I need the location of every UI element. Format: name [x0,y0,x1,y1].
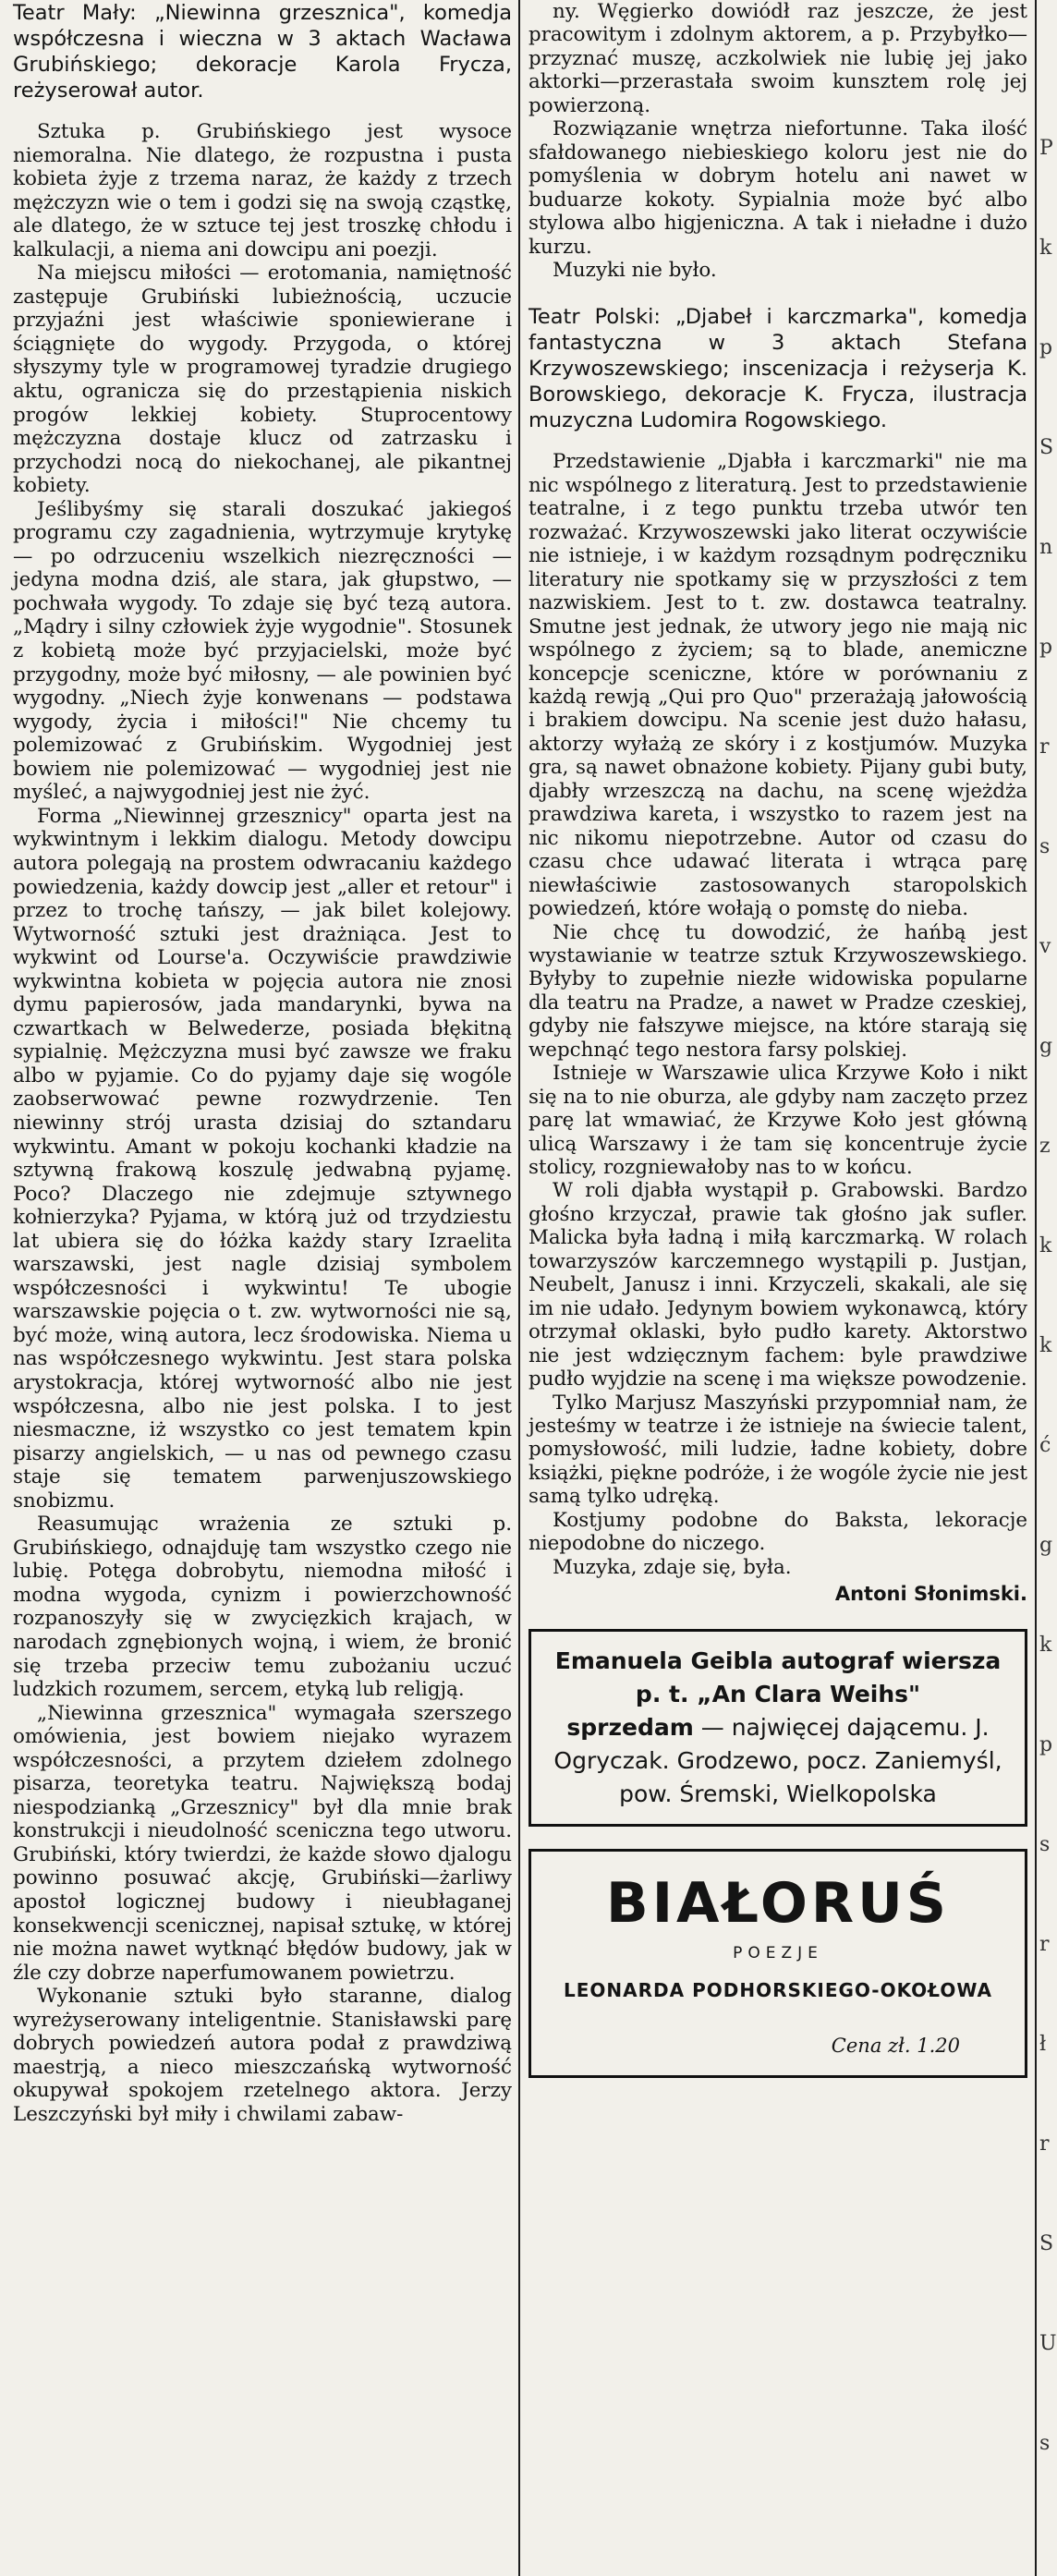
clipped-letter: p [1039,1733,1053,1756]
clipped-letter: p [1039,336,1053,359]
clipped-letter: p [1039,636,1053,659]
clipped-letter: r [1039,2132,1050,2156]
author-signature: Antoni Słonimski. [834,1583,1027,1606]
book-price: Cena zł. 1.20 [831,2035,960,2058]
left-column [13,0,512,2126]
clipped-letter: k [1039,1234,1052,1258]
clipped-letter: k [1039,1334,1052,1357]
paragraph: Na miejscu miłości — erotomania, namiętność zastępuje Grubiński lubieżnością, uczucie przyjaźni jest właściwie sponiewierane i ściągnięte do wygody. Przygoda, o której słyszymy tyle w programowej tyradzie drugiego aktu, ogranicza się do przestąpienia niskich progów lekkiej kobiety. Stuprocentowy mężczyzna dostaje klucz od zatrzasku i przychodzi nocą do niekochanej, ale pikantnej kobiety. [13,261,512,498]
review-header-teatr-polski: Teatr Polski: „Djabeł i karczmarka", komedja fantastyczna w 3 aktach Stefana Krzywoszewskiego; inscenizacja i reżyserja K. Borowskiego, dekoracje K. Frycza, ilustracja muzyczna Ludomira Rogowskiego. [528,305,1027,433]
clipped-letter: s [1039,1833,1051,1856]
book-subtitle: POEZJE [733,1944,823,1963]
paragraph: Forma „Niewinnej grzesznicy" oparta jest na wykwintnym i lekkim dialogu. Metody dowcipu autora polegają na prostem odwracaniu każdego powiedzenia, każdy dowcip jest „aller et retour" i przez to trochę tańszy, — jak bilet kolejowy. Wytworność sztuki jest drażniąca. Jest to wykwint od Lourse'a. Oczywiście prawdziwie wykwintna kobieta w pojęcia autora nie znosi dymu papierosów, jada mandarynki, bywa na czwartkach w Belwederze, posiada błękitną sypialnię. Mężczyzna musi być zawsze we fraku albo w pyjamie. Co do pyjamy daje się wogóle zaobserwować pewne rozwydrzenie. Ten niewinny strój urasta dzisiaj do sztandaru wykwintu. Amant w pokoju kochanki kładzie na sztywną frakową koszulę jedwabną pyjamę. Poco? Dlaczego nie zdejmuje sztywnego kołnierzyka? Pyjama, w którą już od trzydziestu lat ubiera się do łóżka każdy stary Izraelita warszawski, jest nagle dzisiaj symbolem współczesności i wykwintu! Te ubogie warszawskie pojęcia o t. zw. wytworności nie są, być może, winą autora, lecz środowiska. Niema u nas współczesnego wykwintu. Jest stara polska arystokracja, której wytworność albo nie jest współczesna, albo nie jest polska. I to jest niesmaczne, iż wszystko co jest tematem kpin pisarzy angielskich, — u nas od pewnego czasu staje się tematem parwenjuszowskiego snobizmu. [13,804,512,1513]
clipped-letter: k [1039,237,1052,260]
paragraph: Nie chcę tu dowodzić, że hańbą jest wystawianie w teatrze sztuk Krzywoszewskiego. Byłyby to zupełnie niezłe widowiska popularne dla teatru na Pradze, a nawet w Pradze czeskiej, gdyby nie fałszywe miejsce, na które starają się wepchnąć tego nestora farsy polskiej. [528,920,1027,1062]
paragraph: Istnieje w Warszawie ulica Krzywe Koło i nikt się na to nie oburza, ale gdyby nam zaczęto przez parę lat wmawiać, że Krzywe Koło jest główną ulicą Warszawy i że tam się koncentruje życie stolicy, rozgniewałoby nas to w końcu. [528,1062,1027,1180]
book-title: BIAŁORUŚ [605,1871,951,1937]
ad-line: Emanuela Geibla autograf wiersza p. t. „An Clara Weihs" [554,1647,1002,1708]
review-header-teatr-maly: Teatr Mały: „Niewinna grzesznica", komedja współczesna i wieczna w 3 aktach Wacława Grubińskiego; dekoracje Karola Frycza, reżyserował autor. [13,1,512,103]
clipped-letter: v [1039,935,1051,958]
clipped-letter: P [1039,137,1053,160]
clipped-letter: S [1039,436,1054,459]
classified-ad-autograph [528,1629,1027,1827]
paragraph: Jeślibyśmy się starali doszukać jakiegoś programu czy zagadnienia, wytrzymuje krytykę — po odrzuceniu wszelkich niezręczności — jedyna modna dziś, ale stara, jak głupstwo, — pochwała wygody. To zdaje się być tezą autora. „Mądry i silny człowiek żyje wygodnie". Stosunek z kobietą może być przyjacielski, może być przygodny, może być miłosny, — ale powinien być wygodny. „Niech żyje konwenans — podstawa wygody, życia i miłości!" Nie chcemy tu polemizować z Grubińskim. Wygodniej jest bowiem nie polemizować — wygodniej jest nie myśleć, a najwygodniej jest nie żyć. [13,497,512,805]
paragraph: Przedstawienie „Djabła i karczmarki" nie ma nic wspólnego z literaturą. Jest to przedstawienie teatralne, i z tego punktu trzeba utwór ten rozważać. Krzywoszewski jako literat oczywiście nie istnieje, i w każdym rozsądnym podręczniku literatury nie spotkamy się w przyszłości z tem nazwiskiem. Jest to t. zw. dostawca teatralny. Smutne jest jednak, że utwory jego nie mają nic wspólnego z życiem; są to blade, anemiczne koncepcje sceniczne, które w porównaniu z każdą rewją „Qui pro Quo" przerażają jałowością i brakiem dowcipu. Na scenie jest dużo hałasu, aktorzy wyłażą ze skóry i z kostjumów. Muzyka gra, są nawet obnażone kobiety. Pijany gubi buty, djabły wrzeszczą na dachu, na scenę wjeżdża prawdziwa kareta, i wszystko to razem jest na nic nikomu niepotrzebne. Autor od czasu do czasu chce udawać literata i wtrąca parę niewłaściwie zastosowanych staropolskich powiedzeń, które wołają o pomstę do nieba. [528,450,1027,921]
paragraph: Reasumując wrażenia ze sztuki p. Grubińskiego, odnajduję tam wszystko czego nie lubię. Potęga dobrobytu, niemodna miłość i modna wygoda, cynizm i powierzchowność rozpanoszyły się w zwycięzkich krajach, w narodach zgnębionych wojną, i wiem, że bronić się trzeba przeciw temu zubożaniu uczuć ludzkich rozumem, sercem, etyką lub religją. [13,1513,512,1702]
next-column-edge [1039,0,1057,2576]
column-rule [1035,0,1037,2576]
clipped-letter: r [1039,1933,1050,1956]
clipped-letter: r [1039,735,1050,759]
paragraph: Wykonanie sztuki było staranne, dialog wyreżyserowany inteligentnie. Stanisławski parę dobrych powiedzeń autora podał z prawdziwą maestrją, a nieco mieszczańską wytworność okupywał spokojem rzetelnego aktora. Jerzy Leszczyński był miły i chwilami zabaw- [13,1985,512,2126]
clipped-letter: k [1039,1634,1052,1657]
clipped-letter: S [1039,2232,1054,2255]
paragraph: Muzyka, zdaje się, była. [553,1555,792,1579]
review-body-continued [528,0,1027,282]
clipped-letter: U [1039,2332,1057,2355]
review-body [13,120,512,2126]
paragraph: Muzyki nie było. [553,258,717,282]
clipped-letter: g [1039,1035,1053,1058]
book-ad-bialorus [528,1849,1027,2078]
paragraph: „Niewinna grzesznica" wymagała szerszego omówienia, jest bowiem niejako wyrazem współczesności, a przytem dziełem zdolnego pisarza, teoretyka teatru. Największą bodaj niespodzianką „Grzesznicy" był dla mnie brak konstrukcji i nieudolność sceniczna tego utworu. Grubiński, który twierdzi, że każde słowo djalogu powinno posuwać akcję, Grubiński—żarliwy apostoł logicznej budowy i nieubłaganej konsekwencji scenicznej, napisał sztukę, w której nie można nawet wytknąć błędów budowy, jak w źle czy dobrze naperfumowanem powietrzu. [13,1701,512,1985]
book-author: LEONARDA PODHORSKIEGO-OKOŁOWA [564,1979,992,2002]
clipped-letter: ć [1039,1434,1051,1457]
ad-keyword: sprzedam [566,1714,694,1742]
clipped-letter: n [1039,536,1053,559]
paragraph: Rozwiązanie wnętrza niefortunne. Taka ilość sfałdowanego niebieskiego koloru jest nie do pomyślenia w dobrym hotelu ani nawet w buduarze kokoty. Sypialnia może być albo stylowa albo higjeniczna. A tak i nieładne i dużo kurzu. [528,117,1027,259]
ad-line: — najwięcej dającemu. J. Ogryczak. Grodzewo, pocz. Zaniemyśl, pow. Śremski, Wielkopolska [553,1714,1002,1808]
clipped-letter: s [1039,2432,1051,2455]
paragraph: Tylko Marjusz Maszyński przypomniał nam, że jesteśmy w teatrze i że istnieje na świecie talent, pomysłowość, mili ludzie, ładne kobiety, dobre książki, piękne podróże, i że wogóle życie nie jest samą tylko udręką. [528,1391,1027,1509]
right-column [528,0,1027,2078]
paragraph: Kostjumy podobne do Baksta, lekoracje niepodobne do niczego. [528,1508,1027,1556]
clipped-letter: s [1039,835,1051,858]
review-body [528,450,1027,1579]
column-rule [518,0,520,2576]
clipped-letter: g [1039,1534,1053,1557]
paragraph: W roli djabła wystąpił p. Grabowski. Bardzo głośno krzyczał, prawie tak głośno jak sufler. Malicka była ładną i miłą karczmarką. W rolach towarzyszów karczemnego wystąpili p. Justjan, Neubelt, Janusz i inni. Krzyczeli, skakali, ale się im nie udało. Jedynym bowiem wykonawcą, który otrzymał oklaski, było pudło karety. Aktorstwo nie jest wdzięcznym fachem: byle prawdziwe pudło wyjdzie na scenę i ma większe powodzenie. [528,1179,1027,1391]
paragraph: ny. Węgierko dowiódł raz jeszcze, że jest pracowitym i zdolnym aktorem, a p. Przybyłko—przyznać muszę, aczkolwiek nie lubię jej jako aktorki—przerastała swoim kunsztem rolę jej powierzoną. [528,0,1027,117]
clipped-letter: ł [1039,2033,1047,2056]
paragraph: Sztuka p. Grubińskiego jest wysoce niemoralna. Nie dlatego, że rozpustna i pusta kobieta żyje z trzema naraz, że każdy z trzech mężczyzn wie o tem i godzi się na swoją cząstkę, ale dlatego, że w sztuce tej jest troszkę chłodu i kalkulacji, a niema ani dowcipu ani poezji. [13,120,512,261]
clipped-letter: z [1039,1135,1051,1158]
